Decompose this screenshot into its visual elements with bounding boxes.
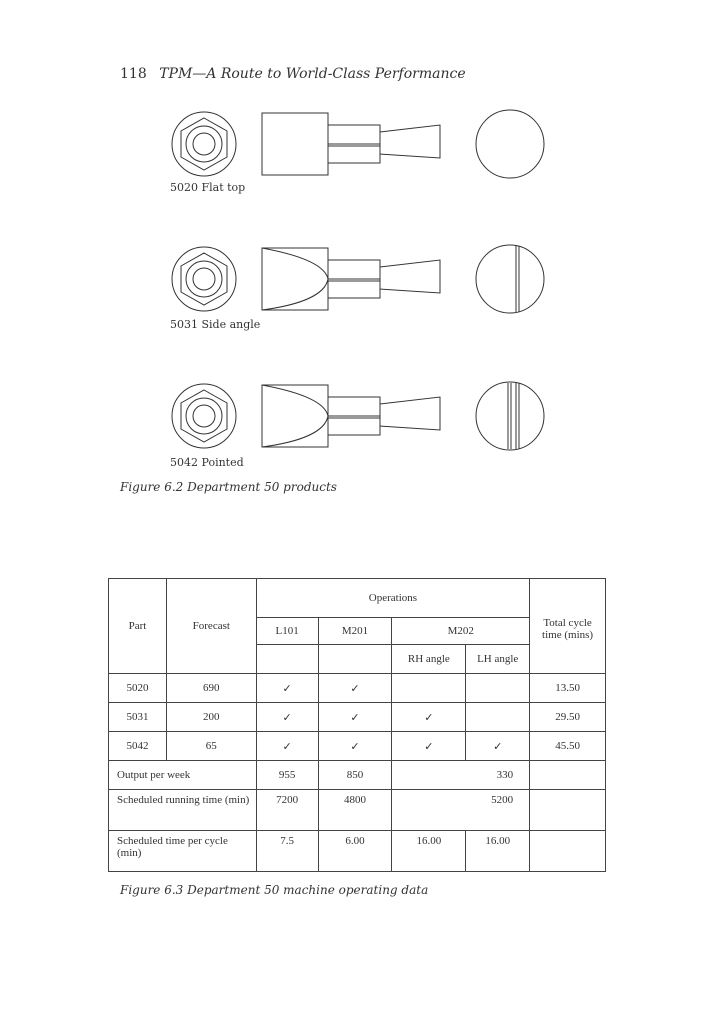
cell-l101: ✓ bbox=[256, 703, 318, 732]
cell-lh: ✓ bbox=[466, 732, 530, 761]
cell-forecast: 65 bbox=[166, 732, 256, 761]
cell-total: 45.50 bbox=[530, 732, 606, 761]
flat-top-drawing bbox=[160, 108, 560, 188]
cycle-total-blank bbox=[530, 831, 606, 872]
output-per-week-row bbox=[109, 761, 606, 790]
running-m202: 5200 bbox=[392, 790, 530, 831]
table-row bbox=[109, 732, 606, 761]
cell-forecast: 200 bbox=[166, 703, 256, 732]
cell-lh bbox=[466, 703, 530, 732]
cell-rh: ✓ bbox=[392, 703, 466, 732]
cycle-lh: 16.00 bbox=[466, 831, 530, 872]
page-header bbox=[120, 66, 466, 82]
table-row bbox=[109, 674, 606, 703]
running-total-blank bbox=[530, 790, 606, 831]
cell-m201: ✓ bbox=[318, 703, 392, 732]
header-operations: Operations bbox=[256, 579, 529, 618]
cell-part: 5042 bbox=[109, 732, 167, 761]
scheduled-time-per-cycle-label: Scheduled time per cycle (min) bbox=[109, 831, 257, 872]
cell-part: 5020 bbox=[109, 674, 167, 703]
cell-part: 5031 bbox=[109, 703, 167, 732]
cell-m201: ✓ bbox=[318, 674, 392, 703]
cell-rh: ✓ bbox=[392, 732, 466, 761]
running-l101: 7200 bbox=[256, 790, 318, 831]
output-l101: 955 bbox=[256, 761, 318, 790]
header-lh-angle: LH angle bbox=[466, 645, 530, 674]
product-5020-label: 5020 Flat top bbox=[170, 181, 246, 194]
pointed-drawing bbox=[160, 380, 560, 460]
figure-6-3-caption: Figure 6.3 Department 50 machine operating data bbox=[120, 883, 429, 897]
cell-l101: ✓ bbox=[256, 732, 318, 761]
cell-total: 29.50 bbox=[530, 703, 606, 732]
header-l101-blank bbox=[256, 645, 318, 674]
book-title: TPM—A Route to World-Class Performance bbox=[159, 66, 466, 82]
operating-data-table bbox=[108, 578, 606, 872]
cell-forecast: 690 bbox=[166, 674, 256, 703]
header-l101: L101 bbox=[256, 618, 318, 645]
scheduled-running-time-row bbox=[109, 790, 606, 831]
header-rh-angle: RH angle bbox=[392, 645, 466, 674]
cell-rh bbox=[392, 674, 466, 703]
cycle-l101: 7.5 bbox=[256, 831, 318, 872]
header-m201-blank bbox=[318, 645, 392, 674]
header-part: Part bbox=[109, 579, 167, 674]
output-per-week-label: Output per week bbox=[109, 761, 257, 790]
side-angle-drawing bbox=[160, 243, 560, 323]
cycle-m201: 6.00 bbox=[318, 831, 392, 872]
table-header-row bbox=[109, 579, 606, 618]
cell-m201: ✓ bbox=[318, 732, 392, 761]
cell-lh bbox=[466, 674, 530, 703]
figure-6-2-caption: Figure 6.2 Department 50 products bbox=[120, 480, 337, 494]
header-total-cycle: Total cycle time (mins) bbox=[530, 579, 606, 674]
header-m202: M202 bbox=[392, 618, 530, 645]
output-m202: 330 bbox=[392, 761, 530, 790]
table-row bbox=[109, 703, 606, 732]
header-m201: M201 bbox=[318, 618, 392, 645]
page-number: 118 bbox=[120, 66, 147, 82]
header-forecast: Forecast bbox=[166, 579, 256, 674]
scheduled-running-time-label: Scheduled running time (min) bbox=[109, 790, 257, 831]
scheduled-time-per-cycle-row bbox=[109, 831, 606, 872]
running-m201: 4800 bbox=[318, 790, 392, 831]
cell-l101: ✓ bbox=[256, 674, 318, 703]
cycle-rh: 16.00 bbox=[392, 831, 466, 872]
cell-total: 13.50 bbox=[530, 674, 606, 703]
output-m201: 850 bbox=[318, 761, 392, 790]
product-5042-label: 5042 Pointed bbox=[170, 456, 244, 469]
output-total-blank bbox=[530, 761, 606, 790]
product-5031-label: 5031 Side angle bbox=[170, 318, 261, 331]
